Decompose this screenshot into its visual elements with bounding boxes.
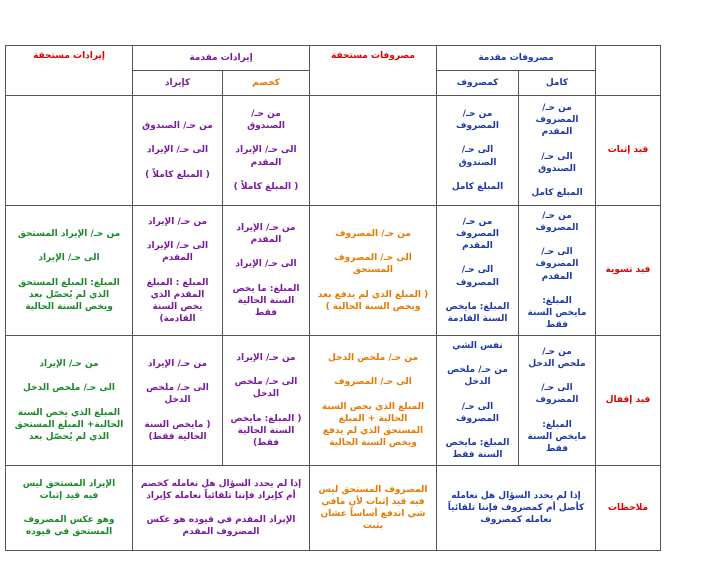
header-prepaid-revenues: إيرادات مقدمة	[133, 46, 310, 71]
subheader-as-expense: كمصروف	[437, 71, 519, 96]
accounting-entries-table	[5, 45, 661, 551]
proof-prepaid-full: من حـ/ المصروف المقدم الى حـ/ الصندوق المبلغ كامل	[519, 96, 596, 206]
header-accrued-expenses: مصروفات مستحقة	[310, 46, 437, 96]
adjust-accrued-expense: من حـ/ المصروف الى حـ/ المصروف المستحق ( المبلغ الذي لم يدفع بعد ويخص السنة الحالية )	[310, 206, 437, 336]
subheader-as-full: كامل	[519, 71, 596, 96]
adjust-prepaid-revenue: من حـ/ الإيراد الى حـ/ الإيراد المقدم المبلغ : المبلغ المقدم الذي يخص السنة القادمة)	[133, 206, 223, 336]
header-prepaid-expenses: مصروفات مقدمة	[437, 46, 596, 71]
closing-accrued-expense: من حـ/ ملخص الدخل الى حـ/ المصروف المبلغ الذي يخص السنة الحالية + المبلغ المستحق الذي لم يدفع ويخص السنة الحالية	[310, 336, 437, 466]
notes-accrued-revenues: الإيراد المستحق ليس فيه قيد إثبات وهو عكس المصروف المستحق في قيوده	[6, 466, 133, 551]
proof-prepaid-expense: من حـ/ المصروف الى حـ/ الصندوق المبلغ كامل	[437, 96, 519, 206]
notes-prepaid-expenses: إذا لم يحدد السؤال هل نعامله كأصل أم كمصروف فإننا تلقائياً نعامله كمصروف	[437, 466, 596, 551]
closing-accrued-revenue: من حـ/ الإيراد الى حـ/ ملخص الدخل المبلغ الذي يخص السنة الحالية+ المبلغ المستحق الذي لم يُحصّل بعد	[6, 336, 133, 466]
adjust-prepaid-expense: من حـ/ المصروف المقدم الى حـ/ المصروف المبلغ: مايخص السنة القادمة	[437, 206, 519, 336]
closing-prepaid-full: من حـ/ ملخص الدخل الى حـ/ المصروف المبلغ: مايخص السنة فقط	[519, 336, 596, 466]
row-label-adjust: قيد تسوية	[596, 206, 661, 336]
adjust-prepaid-liability: من حـ/ الإيراد المقدم الى حـ/ الإيراد المبلغ: ما يخص السنة الحالية فقط	[223, 206, 310, 336]
notes-accrued-expenses: المصروف المستحق ليس فيه قيد إثبات لأن مافي شي اندفع أساساً عشان يثبت	[310, 466, 437, 551]
proof-prepaid-liability: من حـ/ الصندوق الى حـ/ الإيراد المقدم ( المبلغ كاملاً )	[223, 96, 310, 206]
closing-prepaid-expense: نفس الشي من حـ/ ملخص الدخل الى حـ/ المصروف المبلغ: مايخص السنة فقط	[437, 336, 519, 466]
proof-prepaid-revenue: من حـ/ الصندوق الى حـ/ الإيراد ( المبلغ كاملاً )	[133, 96, 223, 206]
adjust-prepaid-full: من حـ/ المصروف الى حـ/ المصروف المقدم المبلغ: مايخص السنة فقط	[519, 206, 596, 336]
proof-accrued-expense	[310, 96, 437, 206]
proof-accrued-revenue	[6, 96, 133, 206]
closing-prepaid-revenue: من حـ/ الإيراد الى حـ/ ملخص الدخل ( مايخص السنة الحالية فقط)	[133, 336, 223, 466]
subheader-as-revenue: كإيراد	[133, 71, 223, 96]
row-label-closing: قيد إقفال	[596, 336, 661, 466]
row-label-proof: قيد إثبات	[596, 96, 661, 206]
header-accrued-revenues: إيرادات مستحقة	[6, 46, 133, 96]
notes-prepaid-revenues: إذا لم يحدد السؤال هل نعامله كخصم أم كإيراد فإننا تلقائياً نعامله كإيراد الإيراد المقدم في قيوده هو عكس المصروف المقدم	[133, 466, 310, 551]
row-label-notes: ملاحظات	[596, 466, 661, 551]
adjust-accrued-revenue: من حـ/ الإيراد المستحق الى حـ/ الإيراد المبلغ: المبلغ المستحق الذي لم يُحصّل بعد ويخص السنة الحالية	[6, 206, 133, 336]
closing-prepaid-liability: من حـ/ الإيراد الى حـ/ ملخص الدخل ( المبلغ: مايخص السنة الحالية فقط)	[223, 336, 310, 466]
corner-cell	[596, 46, 661, 96]
subheader-as-liability: كخصم	[223, 71, 310, 96]
